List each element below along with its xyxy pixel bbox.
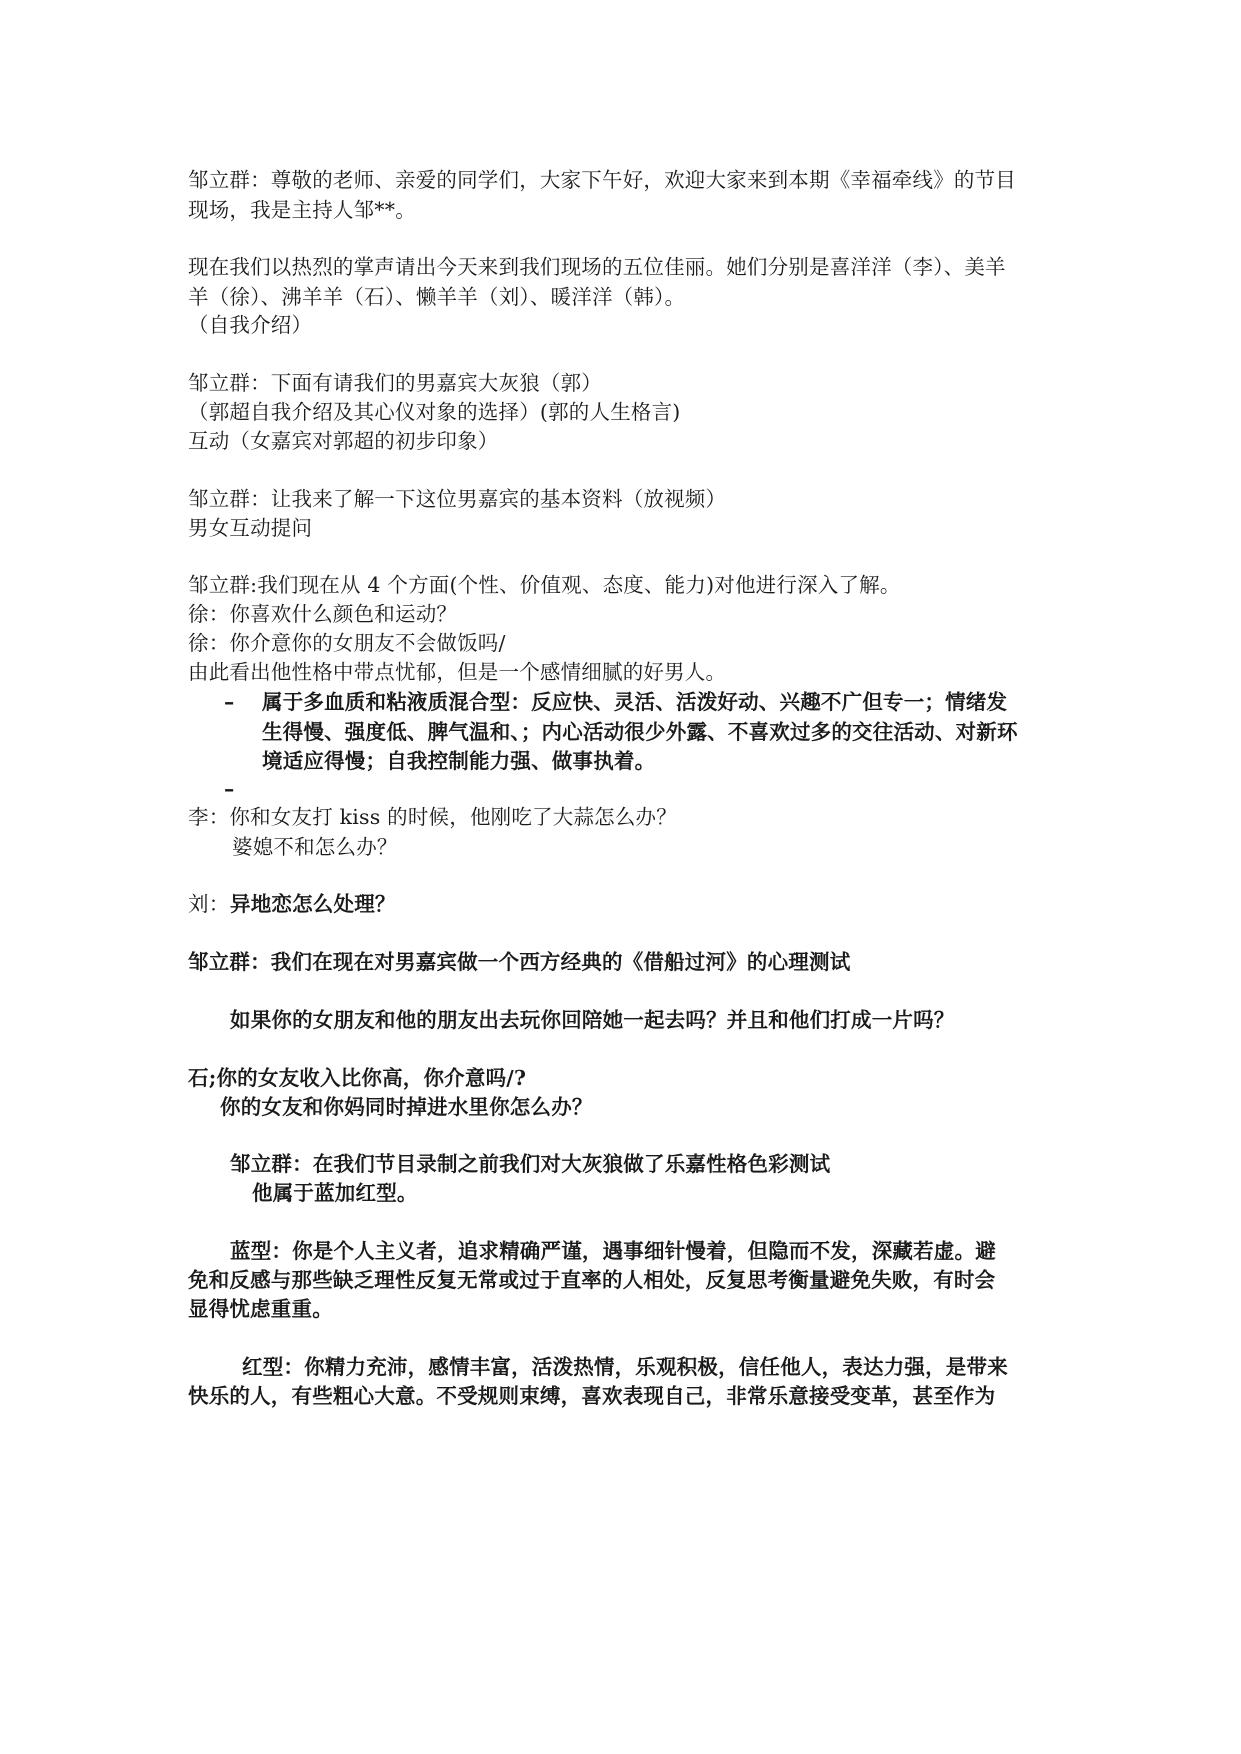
text-line: 徐：你喜欢什么颜色和运动？: [188, 602, 458, 626]
text-line: 徐：你介意你的女朋友不会做饭吗/: [188, 631, 506, 655]
text-line: 如果你的女朋友和他的朋友出去玩你回陪她一起去吗？并且和他们打成一片吗？: [230, 1008, 955, 1032]
text-line: 石;你的女友收入比你高，你介意吗/?: [188, 1066, 527, 1090]
bullet-text-line: 生得慢、强度低、脾气温和、；内心活动很少外露、不喜欢过多的交往活动、对新环: [262, 720, 1018, 744]
text-line: 现场，我是主持人邹**。: [188, 198, 416, 222]
text-line: 快乐的人，有些粗心大意。不受规则束缚，喜欢表现自己，非常乐意接受变革，甚至作为: [188, 1384, 996, 1408]
text-line: 邹立群：在我们节目录制之前我们对大灰狼做了乐嘉性格色彩测试: [230, 1152, 831, 1176]
text-line: 李：你和女友打 kiss 的时候，他刚吃了大蒜怎么办？: [188, 805, 677, 829]
text-line: 邹立群:我们现在从 4 个方面(个性、价值观、态度、能力)对他进行深入了解。: [188, 573, 901, 597]
bullet-text-line: 属于多血质和粘液质混合型：反应快、灵活、活泼好动、兴趣不广但专一；情绪发: [262, 690, 1008, 714]
text-line: 异地恋怎么处理？: [230, 892, 396, 916]
text-line: 显得忧虑重重。: [188, 1297, 333, 1321]
text-line: 羊（徐）、沸羊羊（石）、懒羊羊（刘）、暖洋洋（韩）。: [188, 285, 686, 309]
bullet-dash: –: [224, 777, 235, 801]
text-line: 蓝型：你是个人主义者，追求精确严谨，遇事细针慢着，但隐而不发，深藏若虚。避: [230, 1239, 996, 1263]
text-line: 你的女友和你妈同时掉进水里你怎么办？: [220, 1095, 593, 1119]
text-line: 免和反感与那些缺乏理性反复无常或过于直率的人相处，反复思考衡量避免失败，有时会: [188, 1268, 996, 1292]
bullet-dash: –: [224, 690, 235, 714]
text-line: 红型：你精力充沛，感情丰富，活泼热情，乐观积极，信任他人，表达力强，是带来: [242, 1355, 1008, 1379]
text-line: 邹立群：下面有请我们的男嘉宾大灰狼（郭）: [188, 371, 602, 395]
text-line: 由此看出他性格中带点忧郁，但是一个感情细腻的好男人。: [188, 660, 727, 684]
text-line: 互动（女嘉宾对郭超的初步印象）: [188, 429, 499, 453]
bullet-text-line: 境适应得慢；自我控制能力强、做事执着。: [262, 749, 656, 773]
text-line: （自我介绍）: [188, 313, 313, 337]
text-line: 他属于蓝加红型。: [252, 1181, 418, 1205]
text-line: 邹立群：让我来了解一下这位男嘉宾的基本资料（放视频）: [188, 487, 727, 511]
text-line: 男女互动提问: [188, 516, 313, 540]
text-line: 现在我们以热烈的掌声请出今天来到我们现场的五位佳丽。她们分别是喜洋洋（李）、美羊: [188, 255, 1006, 279]
text-line: 婆媳不和怎么办？: [232, 835, 398, 859]
text-line: （郭超自我介绍及其心仪对象的选择）(郭的人生格言): [188, 400, 681, 424]
text-line: 邹立群：我们在现在对男嘉宾做一个西方经典的《借船过河》的心理测试: [188, 950, 851, 974]
speaker-label: 刘：: [188, 892, 230, 916]
text-line: 邹立群：尊敬的老师、亲爱的同学们，大家下午好，欢迎大家来到本期《幸福牵线》的节目: [188, 168, 1016, 192]
